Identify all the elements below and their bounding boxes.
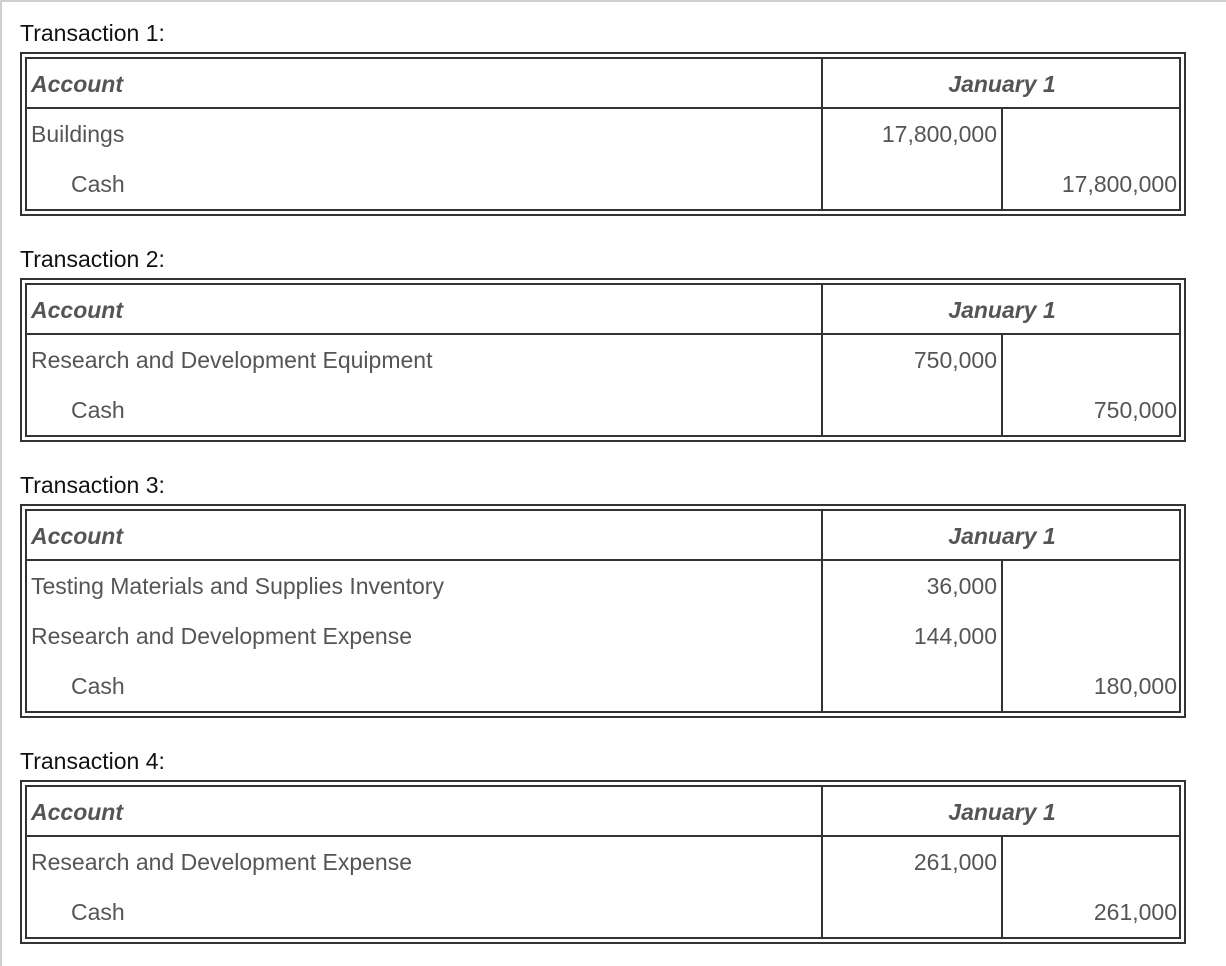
credit-amount-cell: [1003, 837, 1181, 887]
date-column-header: January 1: [823, 787, 1181, 837]
account-column-header: Account: [27, 59, 823, 109]
credit-amount-cell: 180,000: [1093, 673, 1177, 699]
date-column-header: January 1: [823, 511, 1181, 561]
account-name-cell: Cash: [27, 385, 823, 435]
debit-amount-cell: [823, 887, 1003, 937]
date-column-header: January 1: [823, 285, 1181, 335]
debit-amount-cell: 261,000: [823, 837, 1003, 887]
journal-table-grid: [25, 785, 1181, 939]
debit-amount-cell: 17,800,000: [823, 109, 1003, 159]
account-name-cell: Research and Development Expense: [27, 611, 823, 661]
account-column-header: Account: [27, 787, 823, 837]
account-column-header: Account: [27, 511, 823, 561]
journal-table: [20, 780, 1186, 944]
debit-amount-cell: [823, 385, 1003, 435]
credit-amount-cell: 261,000: [1093, 899, 1177, 925]
transaction-block: [20, 468, 1186, 718]
debit-amount-cell: 144,000: [823, 611, 1003, 661]
account-name-cell: Testing Materials and Supplies Inventory: [27, 561, 823, 611]
account-name-cell: Research and Development Equipment: [27, 335, 823, 385]
credit-amount-cell: 17,800,000: [1061, 171, 1177, 197]
account-name-cell: Buildings: [27, 109, 823, 159]
transaction-block: [20, 242, 1186, 442]
transaction-title: Transaction 3:: [20, 472, 165, 498]
transaction-title: Transaction 1:: [20, 20, 165, 46]
credit-amount-cell: [1003, 561, 1181, 611]
account-name-cell: Cash: [27, 887, 823, 937]
credit-amount-cell: [1003, 335, 1181, 385]
journal-table: [20, 504, 1186, 718]
account-column-header: Account: [27, 285, 823, 335]
journal-table-grid: [25, 509, 1181, 713]
debit-amount-cell: [823, 159, 1003, 209]
journal-table: [20, 52, 1186, 216]
account-name-cell: Cash: [27, 159, 823, 209]
journal-table: [20, 278, 1186, 442]
transaction-title: Transaction 4:: [20, 748, 165, 774]
credit-amount-cell: [1003, 109, 1181, 159]
account-name-cell: Research and Development Expense: [27, 837, 823, 887]
date-column-header: January 1: [823, 59, 1181, 109]
credit-amount-cell: 750,000: [1093, 397, 1177, 423]
credit-amount-cell: [1003, 611, 1181, 661]
debit-amount-cell: 36,000: [823, 561, 1003, 611]
debit-amount-cell: [823, 661, 1003, 711]
debit-amount-cell: 750,000: [823, 335, 1003, 385]
journal-table-grid: [25, 283, 1181, 437]
journal-table-grid: [25, 57, 1181, 211]
account-name-cell: Cash: [27, 661, 823, 711]
transaction-block: [20, 16, 1186, 216]
transaction-block: [20, 744, 1186, 944]
transaction-title: Transaction 2:: [20, 246, 165, 272]
